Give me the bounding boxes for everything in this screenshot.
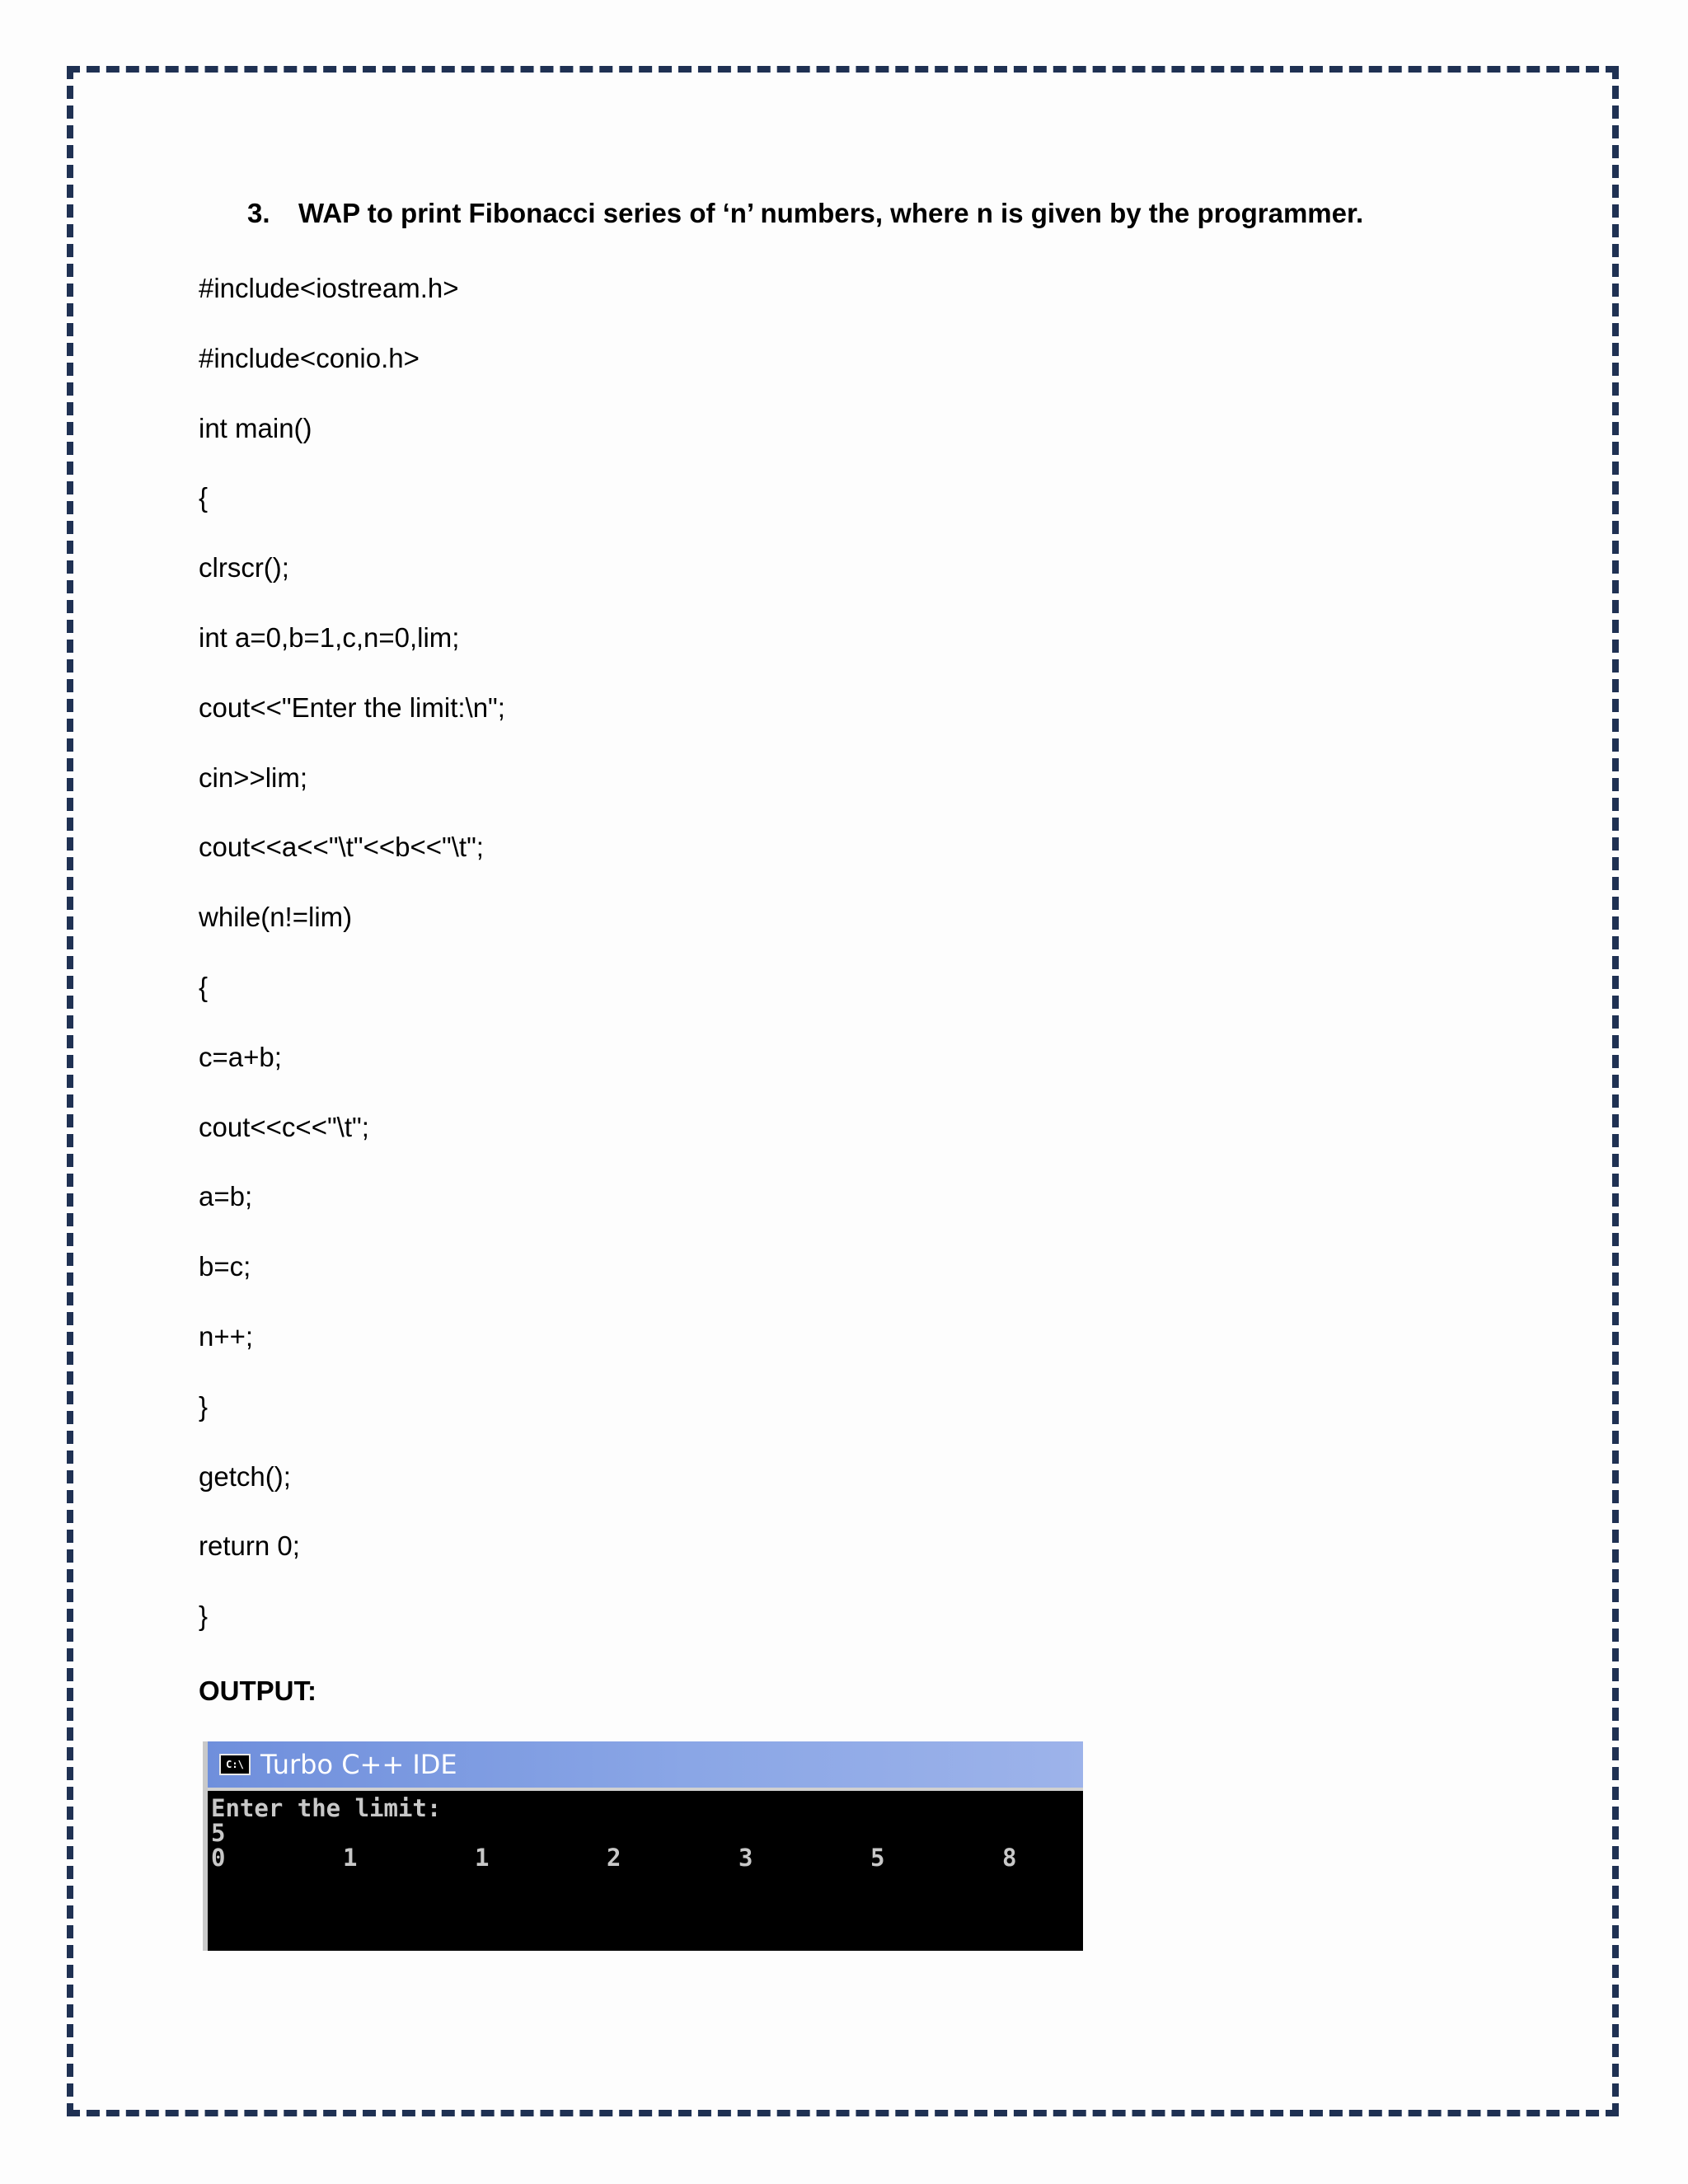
command-prompt-icon: C:\ [219,1754,251,1775]
code-line: int a=0,b=1,c,n=0,lim; [199,622,460,653]
code-line: cin>>lim; [199,762,308,793]
console-input-line: 5 [211,1819,226,1847]
code-line: c=a+b; [199,1042,282,1072]
code-line: b=c; [199,1251,251,1282]
console-titlebar [208,1741,1083,1791]
question-text: WAP to print Fibonacci series of ‘n’ numbers, where n is given by the programmer. [298,198,1364,228]
code-line: while(n!=lim) [199,902,353,932]
code-line: #include<iostream.h> [199,273,459,303]
code-line: n++; [199,1321,254,1352]
series-value: 8 [1002,1844,1017,1872]
series-value: 3 [738,1844,753,1872]
console-series-line [211,1845,1080,1870]
code-line: getch(); [199,1461,291,1492]
code-line: } [199,1391,209,1422]
series-value: 1 [475,1844,490,1872]
console-prompt-line: Enter the limit: [211,1794,442,1822]
question-number: 3. [247,198,270,228]
series-value: 0 [211,1844,226,1872]
output-label: OUTPUT: [199,1675,316,1706]
console-window-screenshot [203,1741,1083,1951]
code-line: int main() [199,413,312,443]
series-value: 1 [343,1844,358,1872]
console-title: Turbo C++ IDE [260,1749,457,1780]
console-screen [208,1791,1083,1875]
code-line: return 0; [199,1530,300,1561]
code-line: a=b; [199,1181,253,1212]
code-line: cout<<"Enter the limit:\n"; [199,692,505,723]
code-line: { [199,482,209,513]
series-value: 5 [870,1844,885,1872]
code-line: cout<<a<<"\t"<<b<<"\t"; [199,832,484,862]
code-line: cout<<c<<"\t"; [199,1112,369,1142]
question-heading [247,198,1363,229]
code-line: clrscr(); [199,552,289,583]
code-line: } [199,1601,209,1631]
code-line: { [199,972,209,1002]
series-value: 2 [607,1844,621,1872]
code-line: #include<conio.h> [199,343,420,373]
